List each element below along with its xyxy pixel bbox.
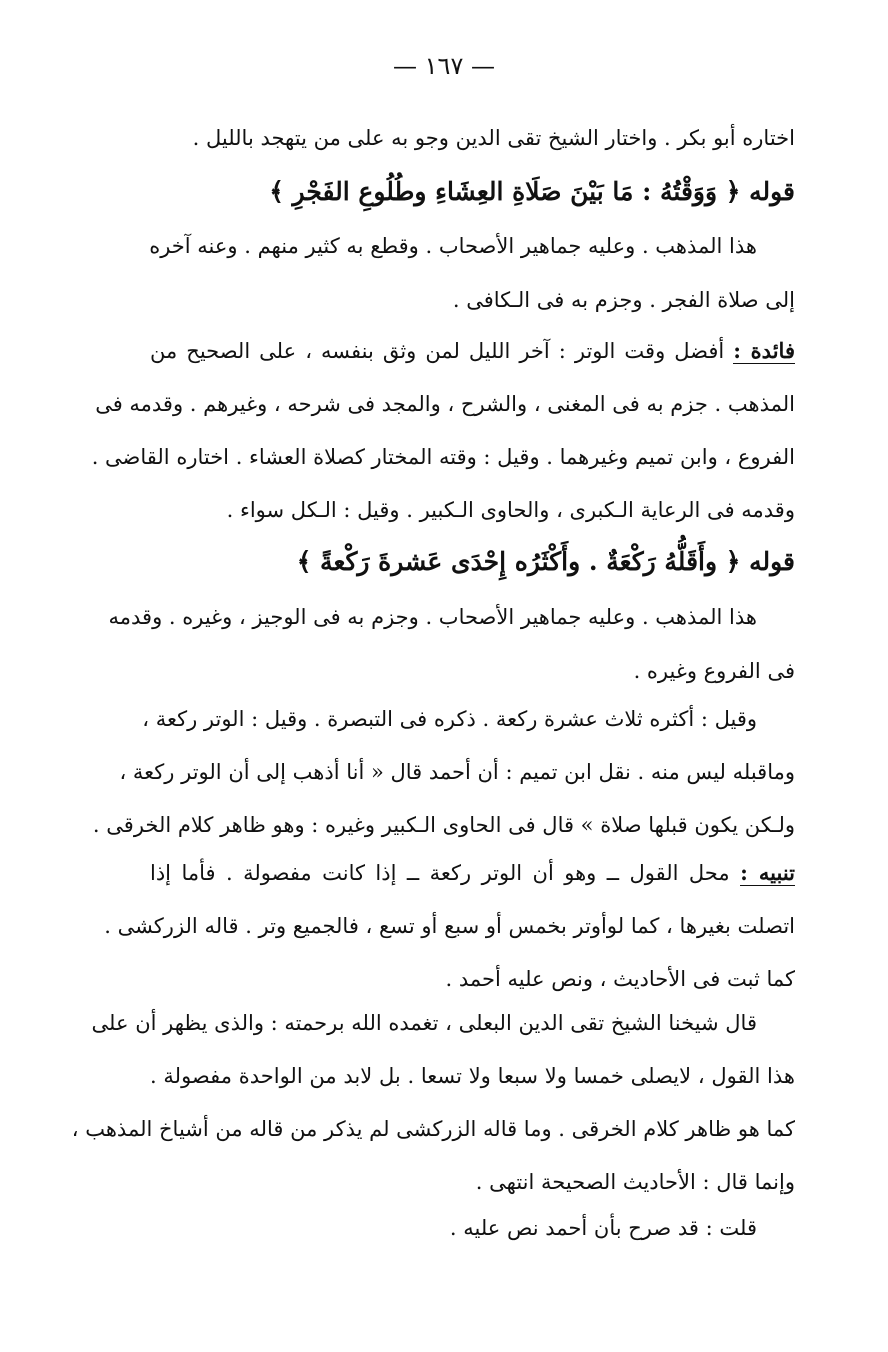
- section-heading: قوله ﴿ وأَقَلُّهُ رَكْعَةٌ . وأَكْثَرُه إِحْدَى عَشرةَ رَكْعةً ﴾: [296, 547, 795, 576]
- text-line: ولـكن يكون قبلها صلاة » قال فى الحاوى الـكبير وغيره : وهو ظاهر كلام الخرقى .: [92, 813, 795, 837]
- section-heading: قوله ﴿ وَوَقْتُهُ : مَا بَيْنَ صَلَاةِ العِشَاءِ وطُلُوعِ الفَجْرِ ﴾: [269, 177, 795, 206]
- text-line: هذا القول ، لايصلى خمسا ولا سبعا ولا تسعا . بل لابد من الواحدة مفصولة .: [150, 1064, 795, 1088]
- paragraph-madhhab-1: [150, 231, 795, 315]
- paragraph-faida: [91, 336, 795, 525]
- tanbih-text: محل القول ــ وهو أن الوتر ركعة ــ إذا كانت مفصولة . فأما إذا: [150, 861, 730, 885]
- heading-witr-count: [150, 544, 795, 580]
- text-line: هذا المذهب . وعليه جماهير الأصحاب . وجزم به فى الوجيز ، وغيره . وقدمه: [108, 605, 757, 629]
- text-line: [150, 858, 795, 888]
- text-line: اختاره أبو بكر . واختار الشيخ تقى الدين وجو به على من يتهجد بالليل .: [192, 126, 795, 150]
- tanbih-term: تنبيه :: [740, 860, 796, 885]
- paragraph-tanbih: [104, 858, 796, 994]
- text-line: الفروع ، وابن تميم وغيرهما . وقيل : وقته المختار كصلاة العشاء . اختاره القاضى .: [91, 445, 795, 469]
- page-number: — ١٦٧ —: [393, 52, 495, 80]
- text-line: كما ثبت فى الأحاديث ، ونص عليه أحمد .: [445, 967, 795, 991]
- paragraph-intro: [150, 123, 795, 153]
- text-line: وقيل : أكثره ثلاث عشرة ركعة . ذكره فى التبصرة . وقيل : الوتر ركعة ،: [142, 707, 757, 731]
- text-line: إلى صلاة الفجر . وجزم به فى الـكافى .: [452, 288, 795, 312]
- text-line: وإنما قال : الأحاديث الصحيحة انتهى .: [475, 1170, 795, 1194]
- text-line: قال شيخنا الشيخ تقى الدين البعلى ، تغمده الله برحمته : والذى يظهر أن على: [91, 1011, 757, 1035]
- text-line: قلت : قد صرح بأن أحمد نص عليه .: [449, 1216, 757, 1240]
- text-line: [150, 336, 795, 366]
- paragraph-madhhab-2: [108, 602, 795, 686]
- text-line: وقدمه فى الرعاية الـكبرى ، والحاوى الـكبير . وقيل : الـكل سواء .: [226, 498, 795, 522]
- text-line: هذا المذهب . وعليه جماهير الأصحاب . وقطع به كثير منهم . وعنه آخره: [149, 234, 757, 258]
- paragraph-qultu: [150, 1213, 795, 1243]
- text-line: وماقبله ليس منه . نقل ابن تميم : أن أحمد قال « أنا أذهب إلى أن الوتر ركعة ،: [119, 760, 795, 784]
- text-line: فى الفروع وغيره .: [633, 659, 795, 683]
- paragraph-wa-qil: [92, 704, 795, 840]
- paragraph-shaykh: [71, 1008, 795, 1197]
- text-line: المذهب . جزم به فى المغنى ، والشرح ، والمجد فى شرحه ، وغيرهم . وقدمه فى: [95, 392, 795, 416]
- heading-witr-time: [150, 174, 795, 210]
- faida-term: فائدة :: [733, 338, 795, 363]
- text-line: كما هو ظاهر كلام الخرقى . وما قاله الزركشى لم يذكر من قاله من أشياخ المذهب ،: [71, 1117, 795, 1141]
- text-line: اتصلت بغيرها ، كما لوأوتر بخمس أو سبع أو تسع ، فالجميع وتر . قاله الزركشى .: [104, 914, 795, 938]
- faida-text: أفضل وقت الوتر : آخر الليل لمن وثق بنفسه ، على الصحيح من: [150, 339, 725, 363]
